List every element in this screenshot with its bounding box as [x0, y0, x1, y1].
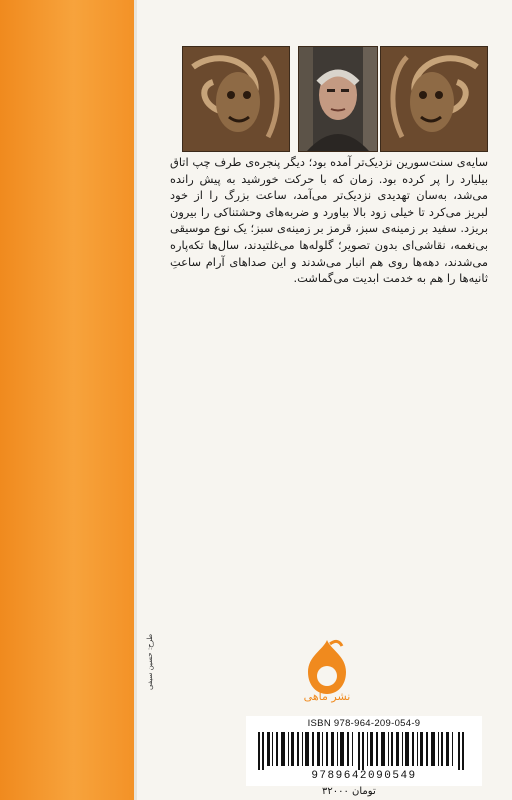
spine-band: [0, 0, 134, 800]
price-label: تومان ۳۲۰۰۰: [322, 786, 376, 797]
isbn-text: ISBN 978-964-209-054-9: [307, 718, 421, 729]
author-portrait-image: [298, 46, 378, 152]
back-cover-blurb: سایه‌ی سنت‌سورین نزدیک‌تر آمده بود؛ دیگر پنجره‌ی طرف چپ اتاق بیلیارد را پر کرده بود. زمان که با حرکت خورشید به پیش رانده می‌شد، به‌سان تهدیدی نزدیک‌تر می‌آمد، ساعت بزرگ را از خود لبریز می‌کرد تا خیلی زود بالا بیاورد و ضربه‌های وحشتناکی را بیرون بریزد. سفید بر زمینه‌ی سبز، قرمز بر زمینه‌ی سبز؛ یک نوع موسیقی بی‌نغمه، نقاشی‌ای بدون تصویر؛ گلوله‌ها می‌غلتیدند، سال‌ها تکه‌پاره می‌شدند، دهه‌ها روی هم انبار می‌شدند و این صداهای آرام ساعتِ ثانیه‌ها را هم به خدمت ابدیت می‌گماشت.: [170, 155, 488, 286]
carved-face-image-right: [380, 46, 488, 152]
barcode-icon: [258, 732, 468, 770]
spine-edge: [134, 0, 137, 800]
carved-face-image-left: [182, 46, 290, 152]
publisher-name: نشر ماهی: [303, 690, 351, 703]
design-credit: طرح: حسین سیفی: [146, 633, 154, 690]
barcode-digits: 9789642090549: [311, 770, 417, 782]
barcode-block: [246, 716, 482, 786]
